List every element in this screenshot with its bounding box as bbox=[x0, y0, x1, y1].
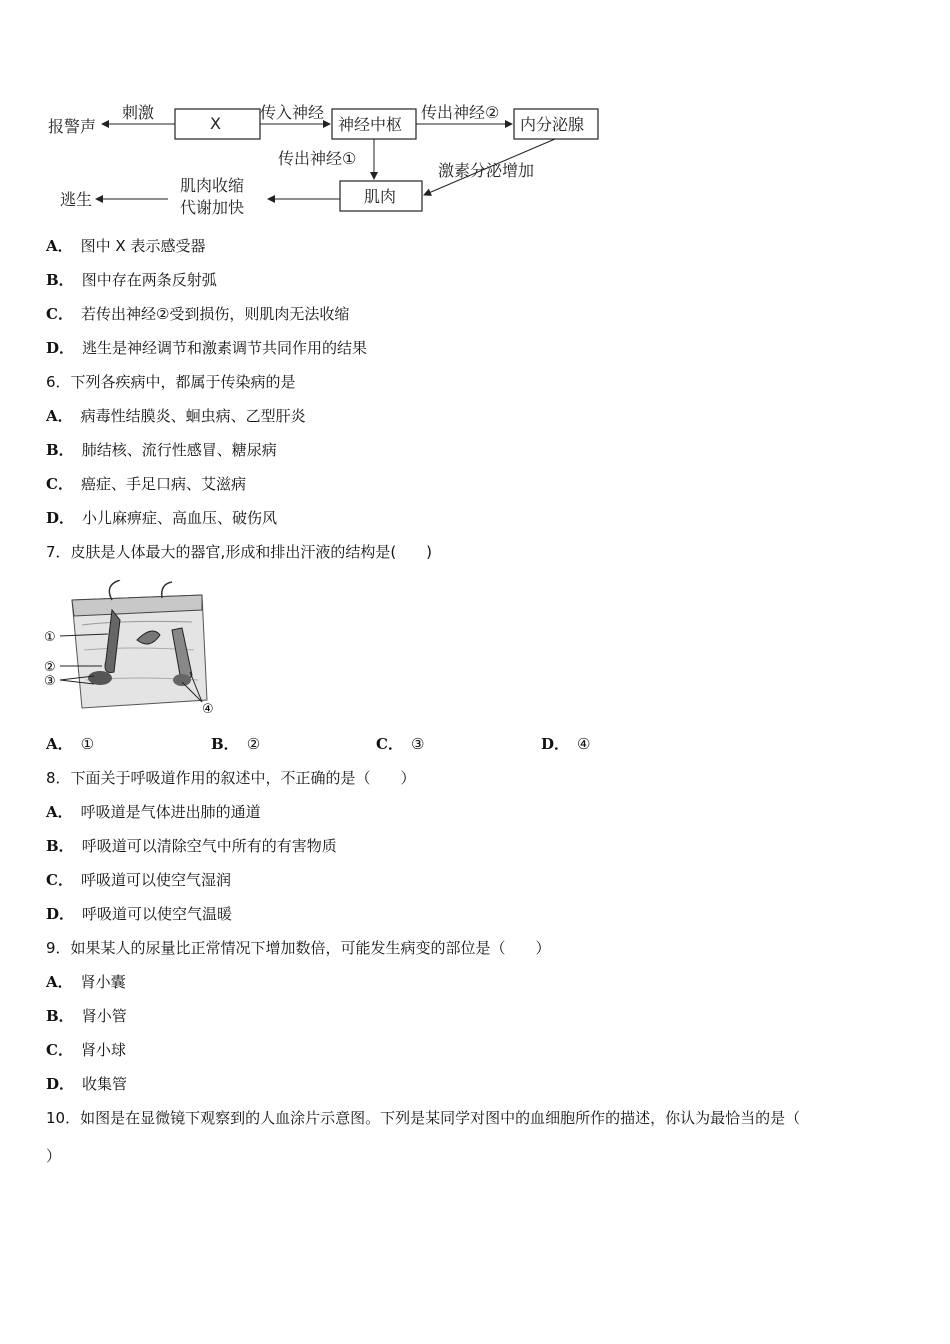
label-stimulus: 刺激 bbox=[122, 103, 155, 122]
q7-option-c[interactable]: C． ③ bbox=[376, 735, 425, 753]
q9-option-d[interactable]: D． 收集管 bbox=[46, 1075, 128, 1093]
box-gland-label: 内分泌腺 bbox=[520, 115, 585, 134]
q5-option-c[interactable]: C． 若传出神经②受到损伤，则肌肉无法收缩 bbox=[46, 305, 350, 323]
q5-option-a[interactable]: A． 图中 X 表示感受器 bbox=[46, 237, 206, 255]
q6-option-a[interactable]: A． 病毒性结膜炎、蛔虫病、乙型肝炎 bbox=[46, 407, 306, 425]
label-afferent: 传入神经 bbox=[260, 103, 325, 122]
q8-option-d[interactable]: D． 呼吸道可以使空气温暖 bbox=[46, 905, 233, 923]
fig-label-4: ④ bbox=[202, 702, 214, 717]
q6-option-c[interactable]: C． 癌症、手足口病、艾滋病 bbox=[46, 475, 246, 493]
q8-stem: 8．下面关于呼吸道作用的叙述中，不正确的是（ ） bbox=[46, 769, 416, 787]
q9-stem: 9．如果某人的尿量比正常情况下增加数倍，可能发生病变的部位是（ ） bbox=[46, 939, 551, 957]
q5-option-d[interactable]: D． 逃生是神经调节和激素调节共同作用的结果 bbox=[46, 339, 368, 357]
label-contract2: 代谢加快 bbox=[180, 198, 245, 217]
label-escape: 逃生 bbox=[60, 190, 93, 209]
q6-option-d[interactable]: D． 小儿麻痹症、高血压、破伤风 bbox=[46, 509, 278, 527]
q7-option-a[interactable]: A． ① bbox=[46, 735, 95, 753]
fig-label-1: ① bbox=[44, 630, 56, 645]
q8-option-c[interactable]: C． 呼吸道可以使空气湿润 bbox=[46, 871, 231, 889]
q8-option-a[interactable]: A． 呼吸道是气体进出肺的通道 bbox=[46, 803, 261, 821]
q7-option-d[interactable]: D． ④ bbox=[541, 735, 591, 753]
q10-stem: 10．如图是在显微镜下观察到的人血涂片示意图。下列是某同学对图中的血细胞所作的描述，你认为最恰当的是（ bbox=[46, 1109, 801, 1127]
label-alarm: 报警声 bbox=[48, 117, 97, 136]
q7-option-b[interactable]: B． ② bbox=[211, 735, 261, 753]
q6-stem: 6．下列各疾病中，都属于传染病的是 bbox=[46, 373, 296, 391]
box-center-label: 神经中枢 bbox=[338, 115, 403, 134]
box-muscle-label: 肌肉 bbox=[364, 187, 397, 206]
skin-figure bbox=[42, 580, 232, 720]
fig-label-2: ② bbox=[44, 660, 56, 675]
q5-option-b[interactable]: B． 图中存在两条反射弧 bbox=[46, 271, 217, 289]
q6-option-b[interactable]: B． 肺结核、流行性感冒、糖尿病 bbox=[46, 441, 277, 459]
q10-stem-cont: ） bbox=[46, 1147, 62, 1165]
q9-option-a[interactable]: A． 肾小囊 bbox=[46, 973, 126, 991]
q9-option-b[interactable]: B． 肾小管 bbox=[46, 1007, 127, 1025]
fig-label-3: ③ bbox=[44, 674, 56, 689]
box-x-label: X bbox=[210, 114, 221, 133]
label-efferent1: 传出神经① bbox=[278, 149, 357, 168]
label-hormone: 激素分泌增加 bbox=[438, 161, 535, 180]
label-contract1: 肌肉收缩 bbox=[180, 176, 245, 195]
q7-stem: 7．皮肤是人体最大的器官,形成和排出汗液的结构是( ) bbox=[46, 543, 433, 561]
q8-option-b[interactable]: B． 呼吸道可以清除空气中所有的有害物质 bbox=[46, 837, 337, 855]
label-efferent2: 传出神经② bbox=[421, 103, 500, 122]
reflex-diagram bbox=[40, 95, 640, 225]
q9-option-c[interactable]: C． 肾小球 bbox=[46, 1041, 126, 1059]
